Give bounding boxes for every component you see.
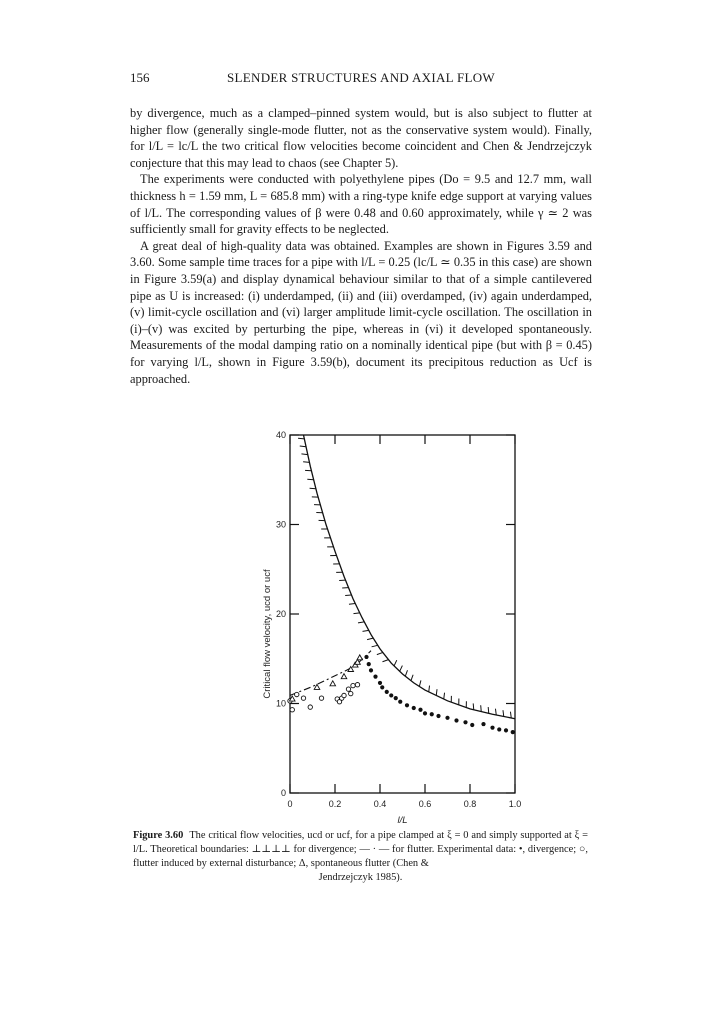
divergence-data-point <box>389 693 393 697</box>
divergence-hatch-mark <box>400 666 403 672</box>
divergence-data-point <box>398 700 402 704</box>
x-tick-label: 0.8 <box>463 799 477 809</box>
divergence-hatch-mark <box>411 675 413 681</box>
induced-flutter-data-point <box>301 696 305 700</box>
paragraph-1: by divergence, much as a clamped–pinned system would, but is also subject to flutter at higher flow (generally single-mode flutter, not as the conservative system would). Finally, for l/L = lc/L the two critical flow velocities become coincident and Chen & Jendrzejczyk conjecture that this may lead to chaos (see Chapter 5). <box>130 106 592 170</box>
running-head: SLENDER STRUCTURES AND AXIAL FLOW <box>227 70 495 85</box>
divergence-hatch-mark <box>473 703 474 709</box>
page-content <box>130 70 592 387</box>
divergence-hatch-mark <box>349 603 355 604</box>
figure-caption <box>133 829 588 885</box>
x-tick-label: 0.2 <box>328 799 342 809</box>
divergence-data-point <box>367 662 371 666</box>
y-tick-label: 40 <box>275 430 286 440</box>
divergence-data-point <box>445 716 449 720</box>
spontaneous-flutter-data-point <box>314 684 320 689</box>
divergence-data-point <box>369 668 373 672</box>
divergence-hatch-mark <box>353 613 359 614</box>
divergence-data-point <box>481 722 485 726</box>
divergence-hatch-mark <box>481 705 482 711</box>
divergence-hatch-mark <box>377 652 383 654</box>
page-number: 156 <box>130 70 150 85</box>
divergence-data-point <box>394 696 398 700</box>
divergence-hatch-mark <box>301 454 307 455</box>
x-tick-label: 0 <box>287 799 293 809</box>
divergence-data-point <box>405 703 409 707</box>
divergence-hatch-mark <box>372 645 378 646</box>
divergence-data-point <box>470 723 474 727</box>
divergence-hatch-mark <box>298 438 304 439</box>
divergence-data-point <box>436 714 440 718</box>
induced-flutter-data-point <box>290 708 294 712</box>
plot-frame <box>290 435 515 793</box>
paragraph-2: The experiments were conducted with polyethylene pipes (Do = 9.5 and 12.7 mm, wall thickness h = 1.59 mm, L = 685.8 mm) with a ring-type knife edge support at varying values of l/L. The corresponding values of β were 0.48 and 0.60 approximately, while γ ≃ 2 was sufficiently small for gravity effects to be neglected. <box>130 172 592 237</box>
induced-flutter-data-point <box>349 691 353 695</box>
divergence-hatch-mark <box>429 686 430 692</box>
induced-flutter-data-point <box>355 683 359 687</box>
spontaneous-flutter-data-point <box>341 674 347 679</box>
divergence-data-point <box>423 711 427 715</box>
divergence-data-point <box>430 712 434 716</box>
induced-flutter-data-point <box>295 692 299 696</box>
induced-flutter-data-point <box>342 693 346 697</box>
divergence-data-point <box>380 685 384 689</box>
divergence-hatch-mark <box>300 446 306 447</box>
x-tick-label: 1.0 <box>508 799 522 809</box>
divergence-data-point <box>385 690 389 694</box>
page-header <box>130 70 592 92</box>
figure-3-60 <box>255 430 535 825</box>
y-tick-label: 30 <box>275 519 286 530</box>
caption-last-line: Jendrzejczyk 1985). <box>318 872 403 883</box>
divergence-data-point <box>490 726 494 730</box>
divergence-data-point <box>497 727 501 731</box>
divergence-hatch-mark <box>503 710 504 716</box>
divergence-hatch-mark <box>382 660 388 662</box>
divergence-hatch-mark <box>436 689 437 695</box>
induced-flutter-data-point <box>319 696 323 700</box>
divergence-data-point <box>418 708 422 712</box>
divergence-data-point <box>412 706 416 710</box>
divergence-data-point <box>364 655 368 659</box>
divergence-hatch-mark <box>394 660 397 666</box>
caption-label: Figure 3.60 <box>133 830 184 841</box>
body-text <box>130 105 592 387</box>
x-tick-label: 0.6 <box>418 799 432 809</box>
divergence-hatch-mark <box>510 712 511 718</box>
divergence-hatch-mark <box>405 670 407 676</box>
divergence-hatch-mark <box>363 630 369 631</box>
divergence-hatch-mark <box>488 707 489 713</box>
divergence-data-point <box>378 681 382 685</box>
divergence-hatch-mark <box>367 638 373 639</box>
divergence-hatch-mark <box>303 462 309 463</box>
divergence-hatch-mark <box>358 622 364 623</box>
induced-flutter-data-point <box>346 687 350 691</box>
spontaneous-flutter-data-point <box>357 655 363 660</box>
y-tick-label: 10 <box>275 698 286 709</box>
y-tick-label: 20 <box>275 609 286 619</box>
y-tick-label: 0 <box>280 788 286 798</box>
induced-flutter-data-point <box>351 683 355 687</box>
divergence-data-point <box>511 730 515 734</box>
y-axis-label: Critical flow velocity, ucd or ucf <box>262 569 273 699</box>
divergence-data-point <box>373 675 377 679</box>
caption-text: The critical flow velocities, ucd or ucf, for a pipe clamped at ξ = 0 and simply supported at ξ = l/L. Theoretical boundaries: ⊥⊥⊥⊥ for divergence; — · — for flutter. Experimental data: •, divergence; ○, flutter induced by external disturbance; Δ, spontaneous flutter (Chen & <box>133 830 588 869</box>
divergence-hatch-mark <box>495 709 496 715</box>
divergence-data-point <box>504 728 508 732</box>
divergence-hatch-mark <box>419 680 421 686</box>
divergence-data-point <box>454 718 458 722</box>
critical-velocity-chart <box>255 430 535 825</box>
x-tick-label: 0.4 <box>373 799 387 809</box>
divergence-data-point <box>463 720 467 724</box>
divergence-hatch-mark <box>444 693 445 699</box>
x-axis-label: l/L <box>397 815 408 825</box>
spontaneous-flutter-data-point <box>330 681 336 686</box>
paragraph-3: A great deal of high-quality data was obtained. Examples are shown in Figures 3.59 and 3.60. Some sample time traces for a pipe with l/L = 0.25 (lc/L ≃ 0.35 in this case) are shown in Figure 3.59(a) and display dynamical behaviour similar to that of a simple cantilevered pipe as U is increased: (i) underdamped, (ii) and (iii) overdamped, (iv) again underdamped, (v) limit-cycle oscillation and (vi) larger amplitude limit-cycle oscillation. The oscillation in (i)–(v) was excited by perturbing the pipe, whereas in (vi) it developed spontaneously. Measurements of the modal damping ratio on a nominally identical pipe (but with β = 0.45) for varying l/L, shown in Figure 3.59(b), document its precipitous reduction as Ucf is approached. <box>130 238 592 386</box>
induced-flutter-data-point <box>308 705 312 709</box>
